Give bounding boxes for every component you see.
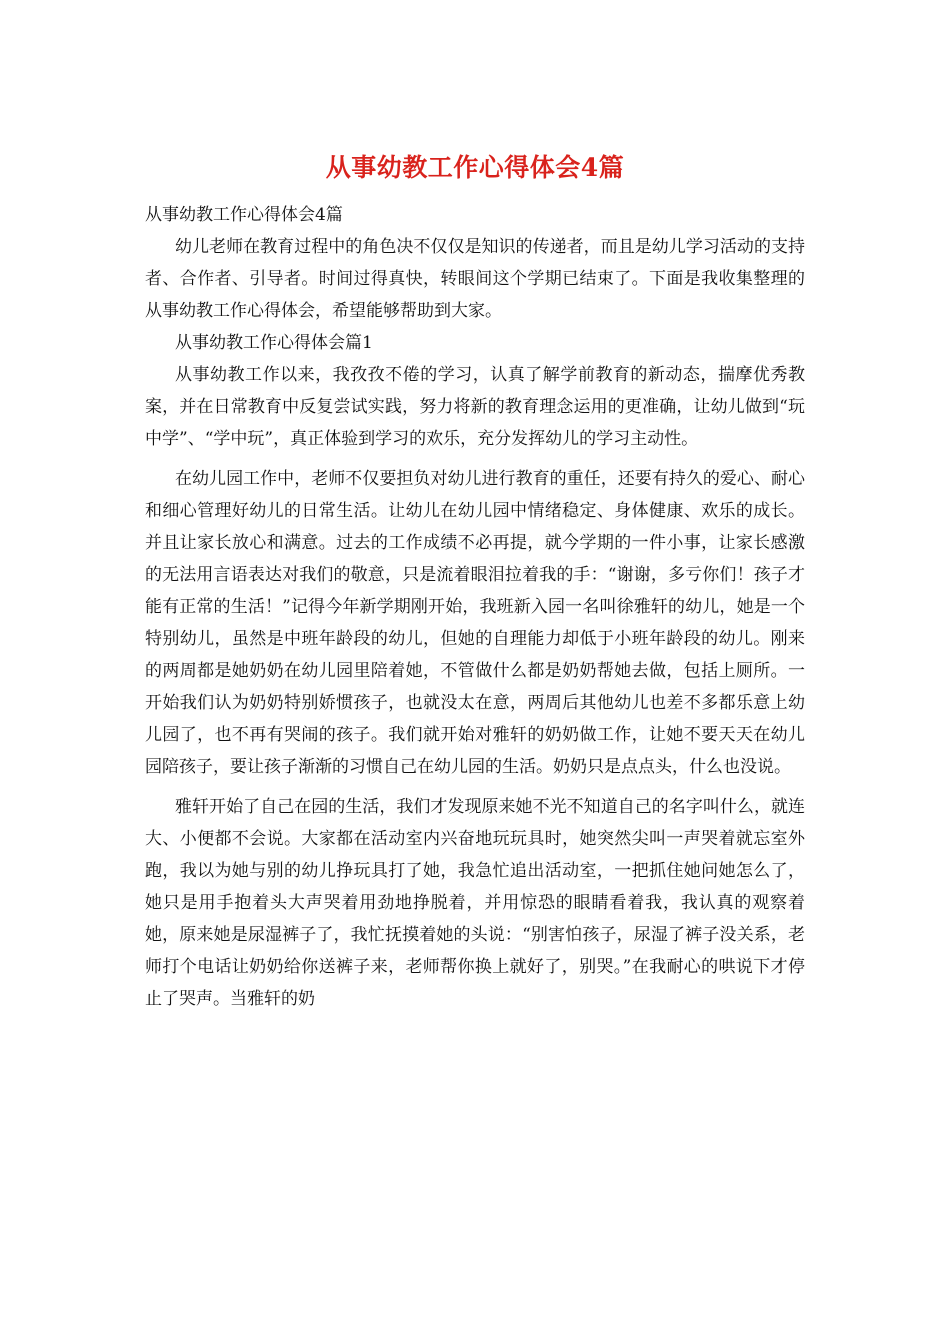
section-heading: 从事幼教工作心得体会篇1 [175,333,373,353]
paragraph-2: 在幼儿园工作中，老师不仅要担负对幼儿进行教育的重任，还要有持久的爱心、耐心和细心管理好幼儿的日常生活。让幼儿在幼儿园中情绪稳定、身体健康、欢乐的成长。并且让家长放心和满意。过去的工作成绩不必再提，就今学期的一件小事，让家长感激的无法用言语表达对我们的敬意，只是流着眼泪拉着我的手：“谢谢，多亏你们！孩子才能有正常的生活！”记得今年新学期刚开始，我班新入园一名叫徐雅轩的幼儿，她是一个特别幼儿，虽然是中班年龄段的幼儿，但她的自理能力却低于小班年龄段的幼儿。刚来的两周都是她奶奶在幼儿园里陪着她，不管做什么都是奶奶帮她去做，包括上厕所。一开始我们认为奶奶特别娇惯孩子，也就没太在意，两周后其他幼儿也差不多都乐意上幼儿园了，也不再有哭闹的孩子。我们就开始对雅轩的奶奶做工作，让她不要天天在幼儿园陪孩子，要让孩子渐渐的习惯自己在幼儿园的生活。奶奶只是点点头，什么也没说。 [145,469,805,777]
paragraph-intro: 幼儿老师在教育过程中的角色决不仅仅是知识的传递者，而且是幼儿学习活动的支持者、合作者、引导者。时间过得真快，转眼间这个学期已结束了。下面是我收集整理的从事幼教工作心得体会，希望能够帮助到大家。 [145,237,805,321]
paragraph-3: 雅轩开始了自己在园的生活，我们才发现原来她不光不知道自己的名字叫什么，就连大、小便都不会说。大家都在活动室内兴奋地玩玩具时，她突然尖叫一声哭着就忘室外跑，我以为她与别的幼儿挣玩具打了她，我急忙追出活动室，一把抓住她问她怎么了，她只是用手抱着头大声哭着用劲地挣脱着，并用惊恐的眼睛看着我，我认真的观察着她，原来她是尿湿裤子了，我忙抚摸着她的头说：“别害怕孩子，尿湿了裤子没关系，老师打个电话让奶奶给你送裤子来，老师帮你换上就好了，别哭。”在我耐心的哄说下才停止了哭声。当雅轩的奶 [145,797,805,1009]
document-body [145,199,805,1015]
document-subtitle: 从事幼教工作心得体会4篇 [145,205,343,225]
document-title: 从事幼教工作心得体会4篇 [325,153,625,182]
paragraph-1: 从事幼教工作以来，我孜孜不倦的学习，认真了解学前教育的新动态，揣摩优秀教案，并在日常教育中反复尝试实践，努力将新的教育理念运用的更准确，让幼儿做到“玩中学”、“学中玩”，真正体验到学习的欢乐，充分发挥幼儿的学习主动性。 [145,365,805,449]
